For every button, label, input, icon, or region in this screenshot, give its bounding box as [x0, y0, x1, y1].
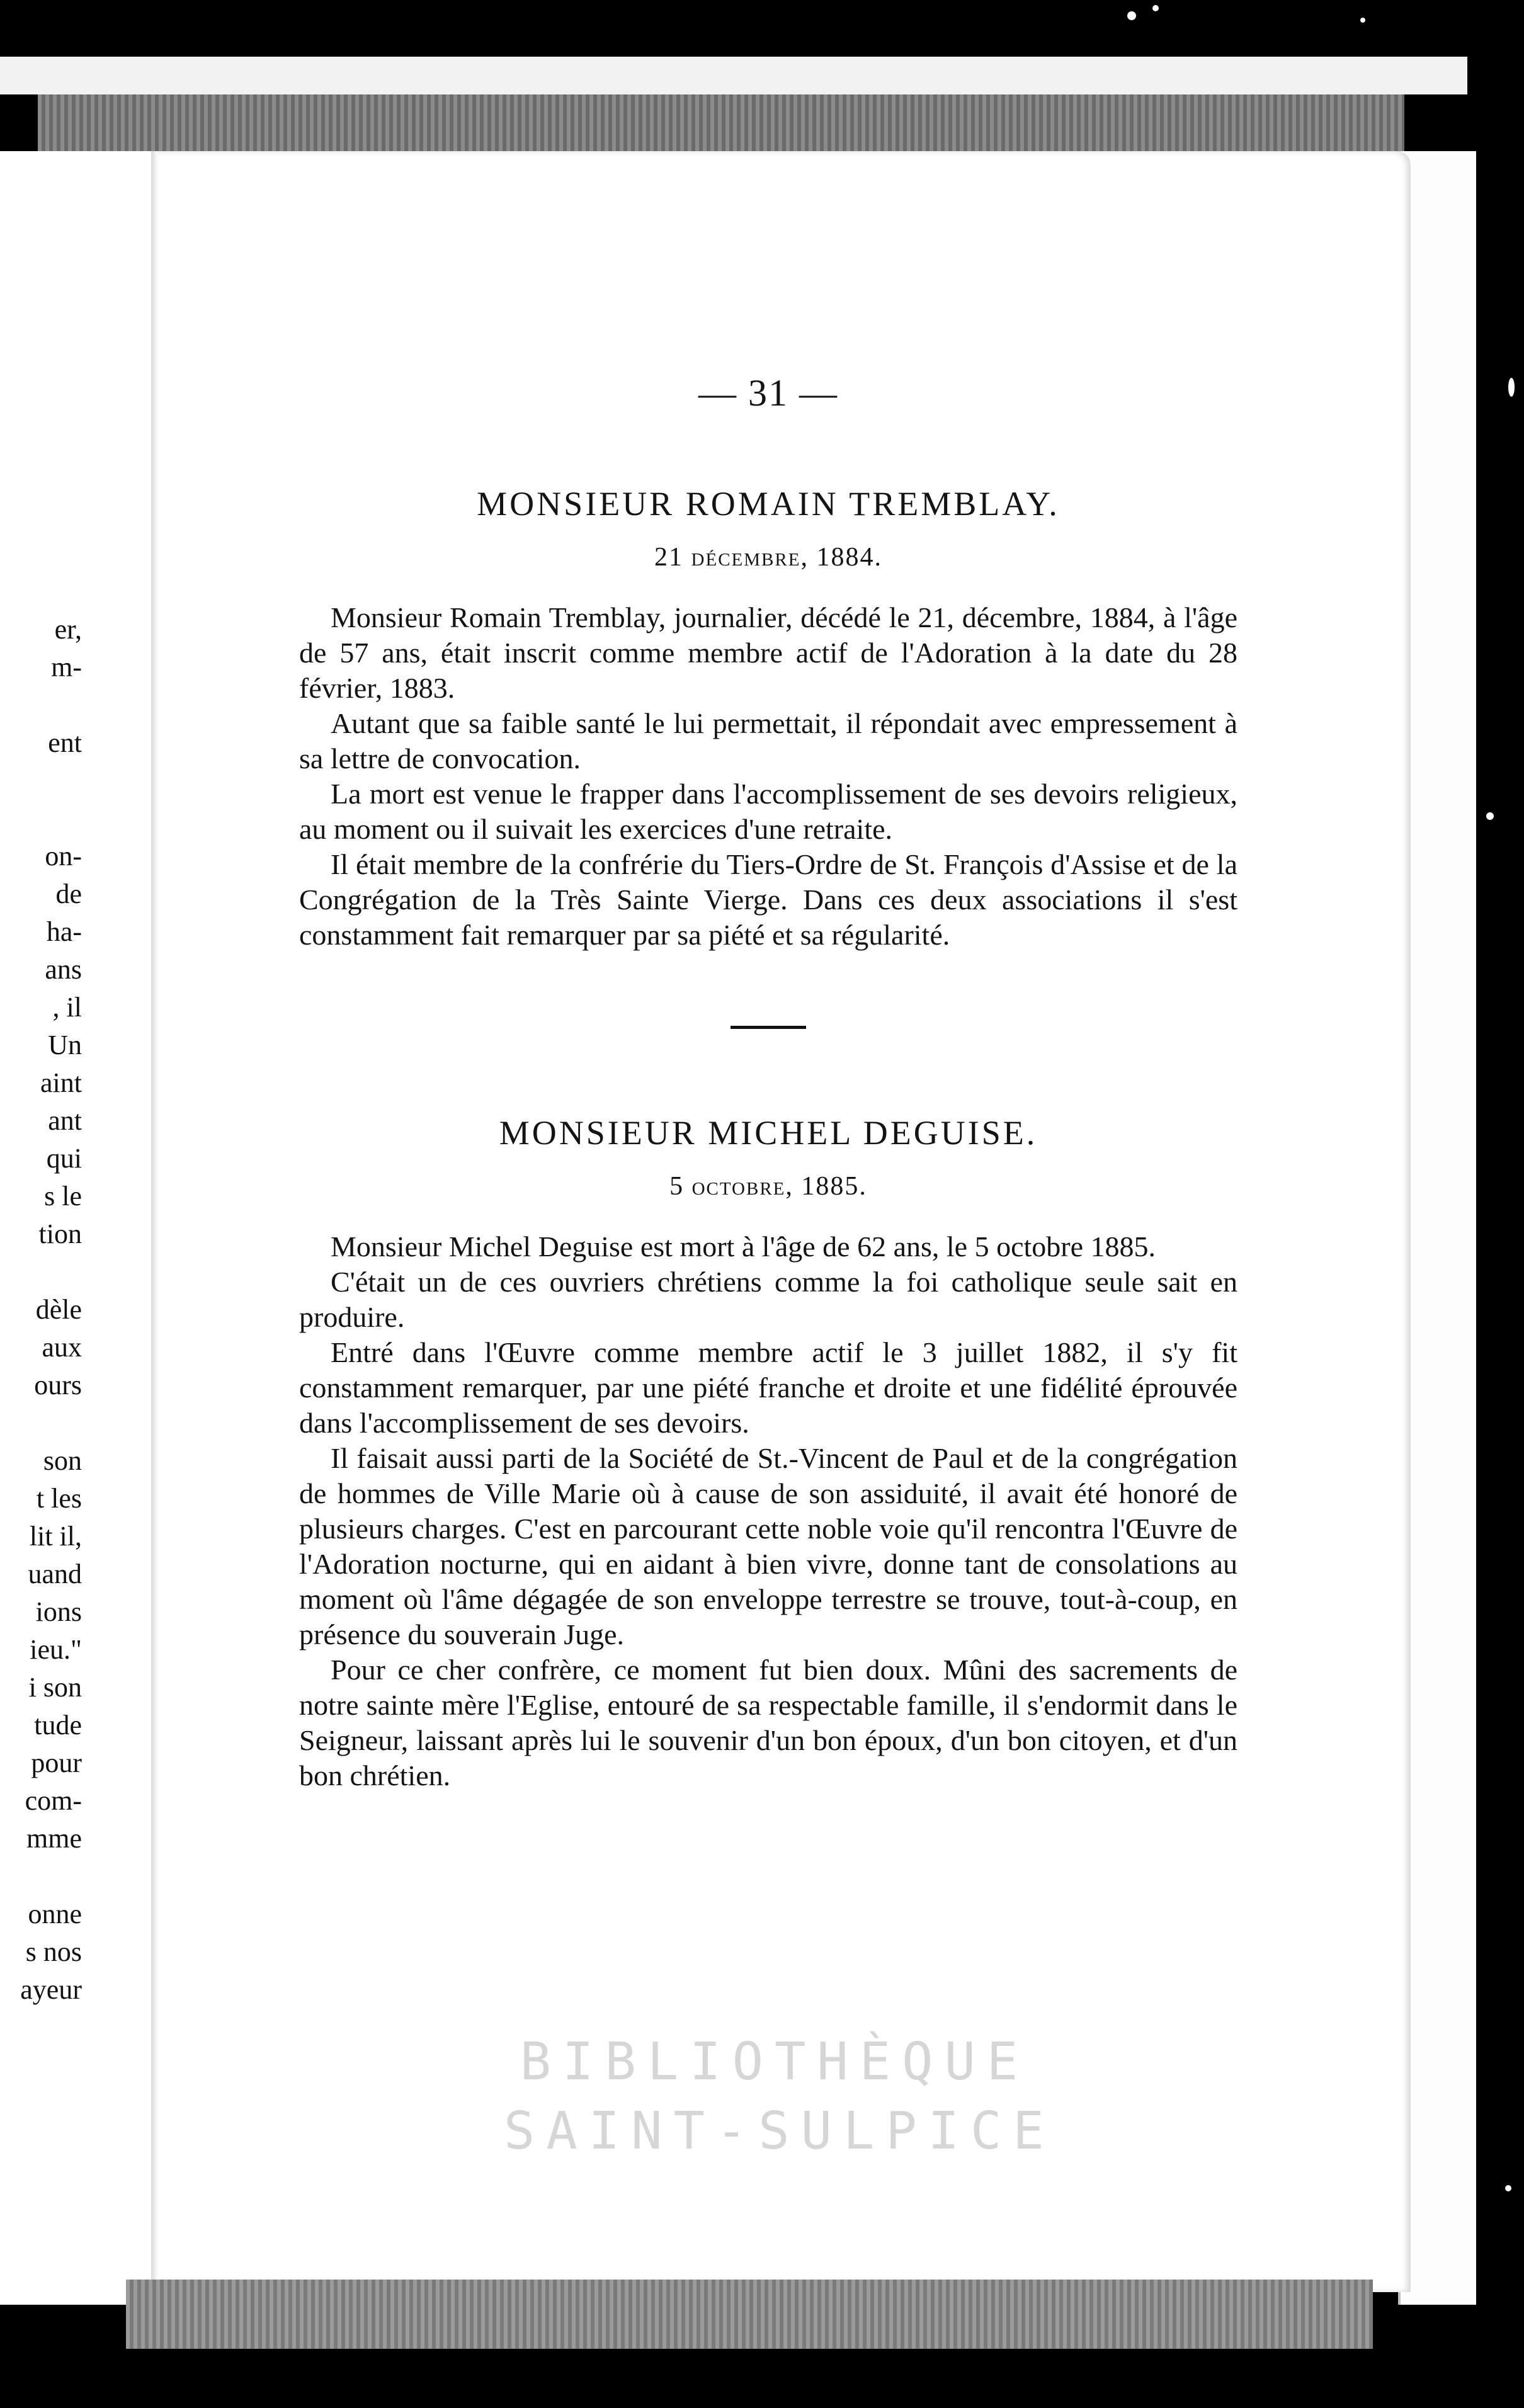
entry-date: 5 octobre, 1885.: [669, 1172, 867, 1201]
fragment-line: ent: [48, 727, 82, 758]
page-content: [299, 372, 1237, 1793]
scan-speck: [1508, 378, 1515, 397]
fragment-line: uand: [28, 1559, 82, 1589]
entry-paragraph: Monsieur Michel Deguise est mort à l'âge de 62 ans, le 5 octobre 1885.: [331, 1230, 1156, 1263]
scan-speck: [1127, 11, 1136, 20]
fragment-line: lit il,: [29, 1521, 82, 1552]
scan-speck: [1152, 5, 1159, 11]
entry-paragraph: Monsieur Romain Tremblay, journalier, décédé le 21, décembre, 1884, à l'âge de 57 ans, était inscrit comme membre actif de l'Adoration à la date du 28 février, 1883.: [299, 601, 1237, 704]
fragment-line: ayeur: [20, 1974, 82, 2005]
fragment-line: tion: [38, 1218, 82, 1249]
entry-paragraph: La mort est venue le frapper dans l'accomplissement de ses devoirs religieux, au moment ou il suivait les exercices d'une retraite.: [299, 778, 1237, 845]
fragment-line: [0, 762, 82, 800]
entry-paragraph: Pour ce cher confrère, ce moment fut bien doux. Mûni des sacrements de notre sainte mère l'Eglise, entouré de sa respectable famille, il s'endormit dans le Seigneur, laissant après lui le souvenir d'un bon époux, d'un bon citoyen, et d'un bon chrétien.: [299, 1654, 1237, 1792]
fragment-line: er,: [54, 614, 82, 645]
fragment-line: dèle: [35, 1294, 82, 1325]
scan-speck: [1486, 812, 1494, 820]
fragment-line: s nos: [25, 1936, 82, 1967]
page-number: — 31 —: [698, 372, 838, 414]
fragment-line: i son: [28, 1672, 82, 1703]
binding-strip-bottom: [126, 2280, 1373, 2349]
fragment-line: aint: [40, 1067, 82, 1098]
fragment-line: de: [55, 878, 82, 909]
fragment-line: qui: [46, 1143, 82, 1174]
fragment-line: ieu.": [30, 1634, 82, 1665]
fragment-line: pour: [31, 1747, 82, 1778]
fragment-line: ant: [48, 1105, 82, 1136]
left-page-text-fragments: [0, 611, 82, 2009]
scan-speck: [1360, 18, 1365, 23]
fragment-line: Un: [48, 1030, 82, 1060]
library-perforation-stamp: [504, 2028, 1055, 2191]
fragment-line: onne: [28, 1899, 82, 1929]
fragment-line: [0, 686, 82, 724]
fragment-line: com-: [25, 1785, 82, 1816]
entry-tremblay: [299, 484, 1237, 953]
entry-date: 21 décembre, 1884.: [654, 543, 882, 572]
entry-paragraph: C'était un de ces ouvriers chrétiens comme la foi catholique seule sait en produire.: [299, 1266, 1237, 1333]
fragment-line: t les: [36, 1483, 82, 1514]
scan-speck: [1505, 2185, 1511, 2191]
fragment-line: ans: [45, 954, 82, 985]
entry-title: MONSIEUR MICHEL DEGUISE.: [499, 1114, 1038, 1152]
stamp-line: SAINT-SULPICE: [504, 2101, 1055, 2161]
entry-title: MONSIEUR ROMAIN TREMBLAY.: [477, 485, 1060, 523]
fragment-line: ha-: [46, 916, 82, 947]
fragment-line: aux: [42, 1332, 82, 1363]
binding-top-white: [0, 57, 1467, 94]
fragment-line: s le: [44, 1181, 82, 1212]
fragment-line: on-: [45, 841, 82, 872]
fragment-line: ours: [34, 1370, 82, 1400]
fragment-line: [0, 1858, 82, 1895]
fragment-line: m-: [51, 652, 82, 683]
entry-paragraph: Il était membre de la confrérie du Tiers-Ordre de St. François d'Assise et de la Congrégation de la Très Sainte Vierge. Dans ces deux associations il s'est constamment fait remarquer par sa piété et sa régularité.: [299, 848, 1237, 951]
fragment-line: tude: [34, 1710, 82, 1741]
entry-paragraph: Autant que sa faible santé le lui permettait, il répondait avec empressement à sa lettre de convocation.: [299, 707, 1237, 775]
fragment-line: [0, 800, 82, 838]
fragment-line: son: [43, 1445, 82, 1476]
entry-deguise: [299, 1113, 1237, 1793]
entry-paragraph: Il faisait aussi parti de la Société de St.-Vincent de Paul et de la congrégation de hommes de Ville Marie où à cause de son assiduité, il avait été honoré de plusieurs charges. C'est en parcourant cette noble voie qu'il rencontra l'Œuvre de l'Adoration nocturne, qui en aidant à bien vivre, donne tant de consolations au moment où l'âme dégagée de son enveloppe terrestre se trouve, tout-à-coup, en présence du souverain Juge.: [299, 1442, 1237, 1650]
section-separator: [731, 1026, 806, 1029]
stamp-line: BIBLIOTHÈQUE: [520, 2032, 1030, 2092]
fragment-line: [0, 1253, 82, 1291]
entry-paragraph: Entré dans l'Œuvre comme membre actif le 3 juillet 1882, il s'y fit constamment remarquer, par une piété franche et droite et une fidélité éprouvée dans l'accomplissement de ses devoirs.: [299, 1336, 1237, 1439]
fragment-line: [0, 1404, 82, 1442]
fragment-line: ions: [35, 1596, 82, 1627]
book-page: [157, 151, 1411, 2292]
fragment-line: , il: [52, 992, 82, 1023]
fragment-line: mme: [26, 1823, 82, 1854]
